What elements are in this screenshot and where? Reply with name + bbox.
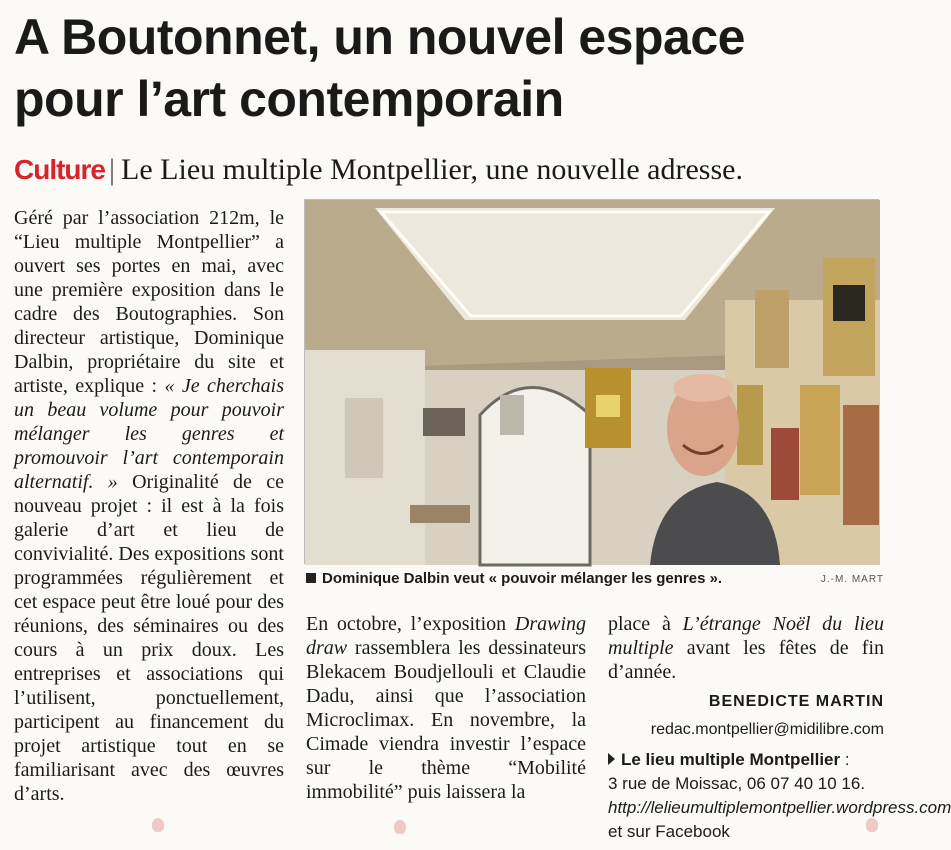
- article-column-1: [14, 206, 284, 806]
- headline: [14, 6, 874, 130]
- venue-website-link[interactable]: http://lelieumultiplemontpellier.wordpress.com: [608, 798, 951, 817]
- article-column-3: [608, 612, 951, 844]
- pen-mark: [394, 820, 406, 834]
- venue-address: 3 rue de Moissac, 06 07 40 10 16.: [608, 774, 866, 793]
- venue-facebook-text: et sur Facebook: [608, 822, 730, 841]
- caption-text: Dominique Dalbin veut « pouvoir mélanger les genres ».: [322, 570, 723, 587]
- venue-info: [608, 748, 951, 844]
- article-column-2: [306, 612, 586, 804]
- headline-line-1: A Boutonnet, un nouvel espace: [14, 9, 745, 65]
- pen-mark: [152, 818, 164, 832]
- photo-caption: [306, 568, 884, 590]
- intro-text: Géré par l’association 212m, le “Lieu multiple Montpellier” a ouvert ses portes en mai, avec une première exposition dans le cadre des Boutographies. Son directeur artistique, Dominique Dalbin, propriétaire du site et artiste, explique :: [14, 207, 284, 397]
- column-2-paragraph: [306, 612, 586, 804]
- event-title: L’étrange Noël du lieu multiple: [608, 613, 884, 659]
- pen-mark: [866, 818, 878, 832]
- column-2-text-a: En octobre, l’exposition: [306, 613, 515, 635]
- author-email: redac.montpellier@midilibre.com: [650, 721, 884, 738]
- arrow-right-icon: [608, 753, 615, 765]
- subhead: [14, 152, 884, 188]
- caption-square-icon: [306, 573, 316, 583]
- director-quote: « Je cherchais un beau volume pour pouvoir mélanger les genres et promouvoir l’art contemporain alternatif. »: [14, 375, 285, 493]
- author-name: BENEDICTE MARTIN: [708, 693, 884, 710]
- gallery-photo-illustration: [305, 200, 880, 565]
- rubric-separator: |: [109, 153, 116, 186]
- venue-colon: :: [840, 750, 850, 769]
- column-3-paragraph: [608, 612, 884, 684]
- column-2-text-b: rassemblera les dessinateurs Blekacem Boudjellouli et Claudie Dadu, ainsi que l’association Microclimax. En novembre, la Cimade viendra investir l’espace sur le thème “Mobilité immobilité” puis laissera la: [306, 637, 586, 803]
- venue-name: Le lieu multiple Montpellier: [621, 750, 841, 769]
- gallery-photo: [304, 199, 879, 564]
- subhead-text: Le Lieu multiple Montpellier, une nouvelle adresse.: [121, 153, 743, 186]
- headline-line-2: pour l’art contemporain: [14, 71, 564, 127]
- rubric-label: Culture: [14, 154, 105, 185]
- column-3-text-a: place à: [608, 613, 683, 635]
- column-1-rest: Originalité de ce nouveau projet : il est à la fois galerie d’art et lieu de convivialité. Des expositions sont programmées régulièrement et cet espace peut être loué pour des réunions, des séminaires ou des cours à un prix doux. Les entreprises et associations qui l’utilisent, ponctuellement, participent au financement du projet artistique tout en se familiarisant avec des œuvres d’arts.: [14, 471, 284, 805]
- column-1-paragraph: [14, 206, 284, 806]
- column-3-text-b: avant les fêtes de fin d’année.: [608, 637, 884, 683]
- exhibition-title: Drawing draw: [306, 613, 586, 659]
- photo-credit: J.-M. MART: [820, 574, 884, 585]
